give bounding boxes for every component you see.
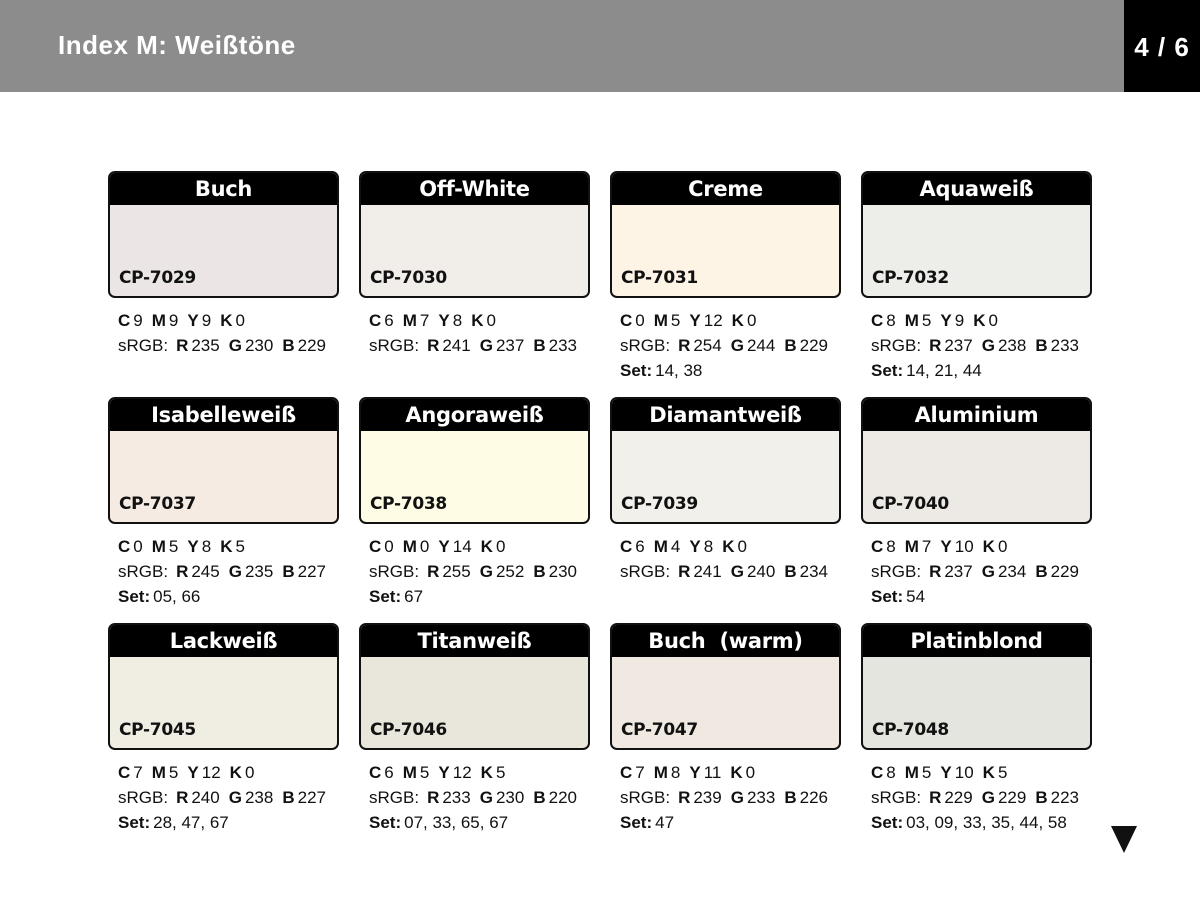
rgb-value: 229 — [799, 336, 828, 355]
cmyk-value: 7 — [921, 537, 932, 556]
srgb-label: sRGB: — [118, 336, 169, 355]
swatch-name: Platinblond — [863, 625, 1090, 657]
set-label: Set: — [369, 587, 402, 606]
cmyk-value: 5 — [997, 763, 1008, 782]
cmyk-label: K — [982, 763, 995, 782]
swatch-info — [118, 308, 335, 358]
cmyk-label: Y — [689, 763, 701, 782]
swatch-name: Titanweiß — [361, 625, 588, 657]
cmyk-value: 8 — [886, 311, 896, 330]
cmyk-line — [118, 760, 335, 785]
rgb-label: B — [533, 336, 546, 355]
rgb-label: R — [427, 562, 440, 581]
cmyk-label: M — [402, 311, 417, 330]
cmyk-label: C — [871, 763, 884, 782]
cmyk-label: K — [973, 311, 986, 330]
cmyk-value: 0 — [419, 537, 430, 556]
rgb-value: 252 — [495, 562, 525, 581]
rgb-label: R — [929, 336, 942, 355]
swatch-name: Off-White — [361, 173, 588, 205]
rgb-label: R — [678, 788, 691, 807]
rgb-label: G — [981, 788, 995, 807]
color-swatch — [108, 623, 339, 750]
swatch-code: CP-7031 — [621, 268, 698, 288]
swatch-card — [861, 623, 1092, 849]
color-swatch — [861, 623, 1092, 750]
cmyk-line — [620, 534, 837, 559]
rgb-value: 240 — [191, 788, 220, 807]
rgb-label: R — [929, 562, 942, 581]
cmyk-label: Y — [940, 537, 952, 556]
set-value: 03, 09, 33, 35, 44, 58 — [906, 813, 1067, 832]
swatch-card — [108, 623, 339, 849]
cmyk-value: 4 — [670, 537, 681, 556]
set-label: Set: — [620, 361, 653, 380]
swatch-card — [610, 397, 841, 623]
swatch-card — [359, 623, 590, 849]
set-value: 54 — [906, 587, 926, 606]
cmyk-value: 0 — [746, 311, 757, 330]
rgb-value: 234 — [799, 562, 828, 581]
swatch-code: CP-7038 — [370, 494, 447, 514]
rgb-label: R — [176, 788, 189, 807]
srgb-label: sRGB: — [620, 336, 671, 355]
cmyk-value: 8 — [670, 763, 681, 782]
cmyk-label: K — [730, 763, 743, 782]
set-value: 14, 38 — [655, 361, 703, 380]
rgb-label: B — [784, 562, 797, 581]
cmyk-value: 0 — [737, 537, 747, 556]
rgb-label: G — [228, 562, 242, 581]
srgb-line — [369, 559, 586, 584]
cmyk-label: K — [229, 763, 242, 782]
cmyk-label: C — [369, 311, 382, 330]
set-label: Set: — [871, 813, 904, 832]
page-number: 4 / 6 — [1134, 32, 1190, 62]
set-line — [620, 810, 837, 835]
rgb-value: 237 — [944, 336, 973, 355]
cmyk-label: Y — [187, 763, 199, 782]
rgb-value: 226 — [799, 788, 828, 807]
swatch-code: CP-7037 — [119, 494, 196, 514]
color-swatch — [861, 171, 1092, 298]
cmyk-value: 6 — [384, 311, 394, 330]
rgb-value: 230 — [548, 562, 577, 581]
cmyk-value: 7 — [635, 763, 645, 782]
cmyk-label: K — [480, 537, 493, 556]
swatch-name: Angoraweiß — [361, 399, 588, 431]
swatch-code: CP-7047 — [621, 720, 698, 740]
cmyk-value: 5 — [419, 763, 430, 782]
rgb-label: R — [427, 788, 440, 807]
swatch-info — [871, 308, 1088, 383]
srgb-line — [369, 785, 586, 810]
set-line — [871, 810, 1088, 835]
swatch-name: Buch — [110, 173, 337, 205]
swatch-code: CP-7030 — [370, 268, 447, 288]
cmyk-value: 0 — [495, 537, 506, 556]
rgb-value: 245 — [191, 562, 220, 581]
cmyk-label: C — [620, 537, 633, 556]
srgb-label: sRGB: — [620, 788, 671, 807]
cmyk-label: K — [220, 311, 233, 330]
set-value: 07, 33, 65, 67 — [404, 813, 509, 832]
cmyk-value: 6 — [635, 537, 645, 556]
cmyk-value: 9 — [168, 311, 179, 330]
cmyk-label: M — [904, 311, 919, 330]
cmyk-line — [620, 760, 837, 785]
set-value: 14, 21, 44 — [906, 361, 982, 380]
srgb-label: sRGB: — [871, 562, 922, 581]
cmyk-value: 6 — [384, 763, 394, 782]
set-label: Set: — [871, 587, 904, 606]
rgb-value: 235 — [191, 336, 220, 355]
swatch-code: CP-7029 — [119, 268, 196, 288]
cmyk-value: 5 — [235, 537, 245, 556]
cmyk-value: 0 — [745, 763, 756, 782]
swatch-info — [620, 534, 837, 584]
cmyk-line — [118, 308, 335, 333]
rgb-label: R — [678, 562, 691, 581]
cmyk-value: 0 — [635, 311, 645, 330]
cmyk-value: 8 — [201, 537, 212, 556]
cmyk-label: M — [402, 763, 417, 782]
swatch-name: Lackweiß — [110, 625, 337, 657]
rgb-label: B — [282, 562, 295, 581]
srgb-label: sRGB: — [369, 788, 420, 807]
srgb-line — [118, 559, 335, 584]
set-value: 05, 66 — [153, 587, 201, 606]
rgb-value: 233 — [442, 788, 471, 807]
rgb-label: B — [1035, 336, 1048, 355]
rgb-label: R — [678, 336, 691, 355]
rgb-value: 227 — [297, 562, 326, 581]
cmyk-label: M — [653, 763, 668, 782]
color-swatch — [359, 397, 590, 524]
set-value: 28, 47, 67 — [153, 813, 229, 832]
set-label: Set: — [118, 587, 151, 606]
cmyk-label: Y — [438, 311, 450, 330]
rgb-value: 235 — [244, 562, 274, 581]
rgb-label: G — [228, 788, 242, 807]
srgb-line — [620, 785, 837, 810]
cmyk-label: K — [982, 537, 995, 556]
rgb-value: 255 — [442, 562, 471, 581]
srgb-label: sRGB: — [369, 562, 420, 581]
rgb-label: B — [1035, 788, 1048, 807]
cmyk-label: C — [369, 537, 382, 556]
swatch-info — [118, 534, 335, 609]
swatch-code: CP-7045 — [119, 720, 196, 740]
cmyk-value: 7 — [133, 763, 143, 782]
cmyk-value: 5 — [921, 311, 932, 330]
next-page-arrow-icon[interactable] — [1111, 826, 1137, 853]
rgb-label: B — [282, 788, 295, 807]
cmyk-label: M — [653, 537, 668, 556]
rgb-label: B — [784, 336, 797, 355]
cmyk-value: 14 — [452, 537, 472, 556]
swatch-info — [620, 760, 837, 835]
set-value: 47 — [655, 813, 675, 832]
cmyk-value: 5 — [921, 763, 932, 782]
cmyk-line — [871, 534, 1088, 559]
cmyk-value: 0 — [235, 311, 245, 330]
cmyk-label: Y — [438, 537, 450, 556]
rgb-value: 241 — [442, 336, 471, 355]
rgb-label: G — [228, 336, 242, 355]
cmyk-label: Y — [438, 763, 450, 782]
srgb-line — [118, 333, 335, 358]
cmyk-value: 5 — [495, 763, 506, 782]
swatch-card — [861, 171, 1092, 397]
cmyk-value: 10 — [954, 537, 974, 556]
cmyk-label: C — [369, 763, 382, 782]
set-line — [871, 358, 1088, 383]
rgb-value: 234 — [997, 562, 1027, 581]
set-line — [369, 810, 586, 835]
set-label: Set: — [871, 361, 904, 380]
page-indicator — [1124, 0, 1200, 92]
rgb-label: G — [730, 788, 744, 807]
cmyk-value: 0 — [244, 763, 255, 782]
rgb-value: 233 — [746, 788, 776, 807]
rgb-value: 254 — [693, 336, 722, 355]
rgb-label: B — [533, 562, 546, 581]
cmyk-line — [118, 534, 335, 559]
rgb-label: G — [479, 336, 493, 355]
cmyk-label: M — [904, 537, 919, 556]
rgb-value: 238 — [244, 788, 274, 807]
cmyk-label: C — [871, 311, 884, 330]
rgb-label: R — [929, 788, 942, 807]
srgb-line — [118, 785, 335, 810]
rgb-value: 238 — [997, 336, 1027, 355]
rgb-label: B — [784, 788, 797, 807]
rgb-label: R — [176, 336, 189, 355]
rgb-value: 227 — [297, 788, 326, 807]
cmyk-value: 8 — [886, 537, 896, 556]
rgb-value: 233 — [1050, 336, 1079, 355]
cmyk-label: C — [118, 311, 131, 330]
rgb-value: 230 — [244, 336, 274, 355]
swatch-card — [610, 623, 841, 849]
swatch-info — [369, 534, 586, 609]
cmyk-value: 8 — [703, 537, 714, 556]
cmyk-label: K — [471, 311, 484, 330]
rgb-value: 229 — [1050, 562, 1079, 581]
swatch-info — [871, 760, 1088, 835]
rgb-label: B — [533, 788, 546, 807]
rgb-value: 229 — [944, 788, 973, 807]
color-swatch — [108, 171, 339, 298]
cmyk-value: 12 — [703, 311, 723, 330]
cmyk-value: 8 — [452, 311, 463, 330]
rgb-value: 230 — [495, 788, 525, 807]
cmyk-label: Y — [187, 311, 199, 330]
rgb-label: G — [479, 562, 493, 581]
cmyk-label: M — [151, 311, 166, 330]
cmyk-label: M — [151, 537, 166, 556]
srgb-line — [871, 333, 1088, 358]
swatch-card — [108, 397, 339, 623]
cmyk-label: Y — [940, 311, 952, 330]
set-line — [369, 584, 586, 609]
cmyk-value: 11 — [703, 763, 722, 782]
swatch-grid — [108, 171, 1092, 849]
cmyk-value: 9 — [133, 311, 143, 330]
color-swatch — [861, 397, 1092, 524]
swatch-name: Creme — [612, 173, 839, 205]
cmyk-line — [620, 308, 837, 333]
cmyk-line — [369, 760, 586, 785]
cmyk-label: C — [620, 311, 633, 330]
rgb-value: 240 — [746, 562, 776, 581]
cmyk-label: M — [653, 311, 668, 330]
swatch-info — [369, 308, 586, 358]
cmyk-value: 8 — [886, 763, 896, 782]
cmyk-value: 0 — [384, 537, 394, 556]
rgb-value: 241 — [693, 562, 722, 581]
color-swatch — [359, 623, 590, 750]
swatch-info — [369, 760, 586, 835]
swatch-code: CP-7040 — [872, 494, 949, 514]
srgb-line — [871, 785, 1088, 810]
cmyk-label: Y — [940, 763, 952, 782]
rgb-label: R — [176, 562, 189, 581]
swatch-code: CP-7046 — [370, 720, 447, 740]
cmyk-value: 5 — [168, 763, 179, 782]
rgb-value: 237 — [944, 562, 973, 581]
color-swatch — [359, 171, 590, 298]
swatch-name: Buch (warm) — [612, 625, 839, 657]
rgb-label: G — [981, 336, 995, 355]
page-header — [0, 0, 1124, 92]
cmyk-label: C — [871, 537, 884, 556]
rgb-label: B — [282, 336, 295, 355]
cmyk-label: Y — [689, 537, 701, 556]
swatch-card — [861, 397, 1092, 623]
srgb-label: sRGB: — [871, 336, 922, 355]
cmyk-value: 0 — [486, 311, 496, 330]
color-swatch — [610, 171, 841, 298]
cmyk-value: 0 — [133, 537, 143, 556]
swatch-info — [871, 534, 1088, 609]
swatch-code: CP-7032 — [872, 268, 949, 288]
cmyk-value: 9 — [954, 311, 965, 330]
cmyk-label: K — [220, 537, 233, 556]
rgb-value: 244 — [746, 336, 776, 355]
rgb-label: R — [427, 336, 440, 355]
cmyk-value: 12 — [452, 763, 472, 782]
srgb-label: sRGB: — [118, 562, 169, 581]
srgb-label: sRGB: — [620, 562, 671, 581]
cmyk-label: C — [118, 763, 131, 782]
swatch-name: Aquaweiß — [863, 173, 1090, 205]
swatch-card — [359, 171, 590, 397]
cmyk-value: 12 — [201, 763, 221, 782]
srgb-label: sRGB: — [118, 788, 169, 807]
set-line — [620, 358, 837, 383]
cmyk-line — [369, 308, 586, 333]
cmyk-line — [871, 760, 1088, 785]
swatch-card — [108, 171, 339, 397]
rgb-label: G — [730, 336, 744, 355]
cmyk-value: 5 — [168, 537, 179, 556]
set-value: 67 — [404, 587, 424, 606]
rgb-label: B — [1035, 562, 1048, 581]
swatch-code: CP-7039 — [621, 494, 698, 514]
srgb-label: sRGB: — [369, 336, 420, 355]
cmyk-value: 10 — [954, 763, 974, 782]
color-swatch — [108, 397, 339, 524]
rgb-label: G — [479, 788, 493, 807]
cmyk-label: M — [402, 537, 417, 556]
set-label: Set: — [369, 813, 402, 832]
rgb-label: G — [981, 562, 995, 581]
cmyk-line — [871, 308, 1088, 333]
cmyk-label: M — [904, 763, 919, 782]
cmyk-value: 9 — [201, 311, 212, 330]
srgb-line — [871, 559, 1088, 584]
cmyk-label: Y — [187, 537, 199, 556]
cmyk-value: 7 — [419, 311, 430, 330]
page-title: Index M: Weißtöne — [58, 30, 296, 60]
rgb-value: 229 — [297, 336, 326, 355]
cmyk-label: M — [151, 763, 166, 782]
set-line — [871, 584, 1088, 609]
swatch-name: Diamantweiß — [612, 399, 839, 431]
srgb-line — [620, 559, 837, 584]
rgb-label: G — [730, 562, 744, 581]
cmyk-value: 0 — [988, 311, 998, 330]
rgb-value: 237 — [495, 336, 525, 355]
swatch-card — [610, 171, 841, 397]
set-label: Set: — [118, 813, 151, 832]
swatch-name: Aluminium — [863, 399, 1090, 431]
cmyk-label: C — [118, 537, 131, 556]
cmyk-label: C — [620, 763, 633, 782]
swatch-code: CP-7048 — [872, 720, 949, 740]
swatch-info — [620, 308, 837, 383]
rgb-value: 229 — [997, 788, 1027, 807]
cmyk-label: K — [731, 311, 744, 330]
swatch-info — [118, 760, 335, 835]
rgb-value: 220 — [548, 788, 577, 807]
rgb-value: 239 — [693, 788, 722, 807]
cmyk-label: K — [722, 537, 735, 556]
srgb-label: sRGB: — [871, 788, 922, 807]
srgb-line — [620, 333, 837, 358]
set-label: Set: — [620, 813, 653, 832]
srgb-line — [369, 333, 586, 358]
cmyk-label: Y — [689, 311, 701, 330]
cmyk-value: 0 — [997, 537, 1008, 556]
swatch-name: Isabelleweiß — [110, 399, 337, 431]
set-line — [118, 584, 335, 609]
set-line — [118, 810, 335, 835]
rgb-value: 233 — [548, 336, 577, 355]
cmyk-value: 5 — [670, 311, 681, 330]
rgb-value: 223 — [1050, 788, 1079, 807]
color-swatch — [610, 623, 841, 750]
swatch-card — [359, 397, 590, 623]
cmyk-label: K — [480, 763, 493, 782]
cmyk-line — [369, 534, 586, 559]
color-swatch — [610, 397, 841, 524]
